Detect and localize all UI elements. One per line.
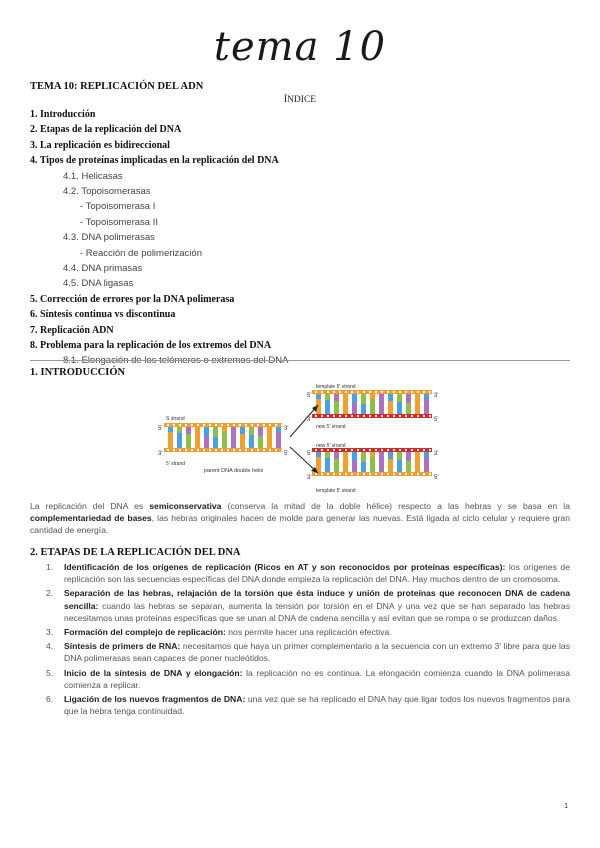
strand-dot	[417, 415, 419, 417]
base-pair	[325, 394, 330, 400]
toc-item[interactable]: 4.4. DNA primasas	[63, 263, 143, 274]
base-pair	[204, 436, 209, 448]
strand-dot	[357, 473, 359, 475]
strand-dot	[381, 415, 383, 417]
base-pair	[406, 461, 411, 472]
strand-dot	[203, 424, 205, 426]
base-pair	[240, 434, 245, 448]
base-pair	[325, 400, 330, 414]
base-pair	[415, 394, 420, 404]
base-pair	[195, 435, 200, 448]
strand-dot	[257, 424, 259, 426]
strand-dot	[375, 415, 377, 417]
strand-dot	[275, 424, 277, 426]
strand-dot	[339, 391, 341, 393]
step-text: necesitamos que haya un primer complementario a la secuencia con un extremo 3' libre para que las DNA polimerasas sean capaces de poner nucleótidos.	[64, 641, 570, 664]
base-pair	[186, 427, 191, 434]
base-pair	[352, 452, 357, 461]
strand-dot	[327, 415, 329, 417]
strand-dot	[333, 391, 335, 393]
base-pair	[379, 394, 384, 400]
base-pair	[231, 427, 236, 433]
section1-heading: 1. INTRODUCCIÓN	[30, 367, 126, 378]
step-title: Separación de las hebras, relajación de la torsión que ésta induce y unión de proteínas que reconocen DNA de cadena sencilla:	[64, 588, 570, 611]
strand-dot	[221, 449, 223, 451]
strand-dot	[333, 473, 335, 475]
base-pair	[406, 403, 411, 414]
base-pair	[258, 436, 263, 448]
base-pair	[424, 399, 429, 414]
strand-dot	[167, 424, 169, 426]
base-pair	[361, 452, 366, 462]
strand-dot	[327, 391, 329, 393]
base-pair	[424, 457, 429, 472]
strand-dot	[339, 473, 341, 475]
strand-dot	[327, 449, 329, 451]
strand-dot	[411, 473, 413, 475]
page-number: 1	[564, 803, 568, 810]
toc-item[interactable]: 5. Corrección de errores por la DNA polimerasa	[30, 293, 235, 305]
strand-dot	[257, 449, 259, 451]
label-s-strand: S strand	[166, 416, 185, 422]
dna-strand	[312, 390, 432, 394]
strand-dot	[315, 415, 317, 417]
strand-dot	[351, 415, 353, 417]
base-pair	[276, 432, 281, 448]
strand-dot	[357, 415, 359, 417]
step-item	[30, 561, 570, 585]
strand-dot	[227, 424, 229, 426]
strand-dot	[215, 449, 217, 451]
strand-dot	[315, 473, 317, 475]
dna-strand	[312, 414, 432, 418]
strand-dot	[239, 449, 241, 451]
strand-dot	[363, 449, 365, 451]
base-pair	[415, 404, 420, 414]
strand-dot	[269, 424, 271, 426]
base-pair	[415, 462, 420, 472]
base-pair	[168, 427, 173, 432]
label-r5-a: 5'	[307, 393, 312, 399]
strand-dot	[423, 391, 425, 393]
base-pair	[424, 452, 429, 457]
step-title: Síntesis de primers de RNA:	[64, 641, 181, 652]
base-pair	[168, 432, 173, 448]
strand-dot	[363, 473, 365, 475]
base-pair	[267, 427, 272, 437]
base-pair	[352, 394, 357, 403]
base-pair	[415, 452, 420, 462]
strand-dot	[423, 415, 425, 417]
base-pair	[195, 427, 200, 435]
step-item	[30, 587, 570, 624]
toc-item[interactable]: 6. Síntesis continua vs discontinua	[30, 309, 176, 321]
strand-dot	[173, 449, 175, 451]
label-template-bot: template 5' strand	[316, 488, 356, 494]
step-title: Formación del complejo de replicación:	[64, 627, 226, 638]
strand-dot	[339, 449, 341, 451]
toc-item[interactable]: - Reacción de polimerización	[80, 247, 202, 259]
toc-item[interactable]: 4.5. DNA ligasas	[63, 278, 134, 290]
base-pair	[397, 402, 402, 414]
strand-dot	[429, 415, 431, 417]
dna-strand	[312, 472, 432, 476]
base-pair	[343, 452, 348, 460]
strand-dot	[233, 424, 235, 426]
strand-dot	[387, 473, 389, 475]
base-pair	[343, 402, 348, 414]
step-number: 2.	[46, 588, 54, 599]
base-pair	[388, 394, 393, 401]
strand-dot	[269, 449, 271, 451]
base-pair	[213, 427, 218, 437]
strand-dot	[263, 449, 265, 451]
strand-dot	[281, 424, 283, 426]
strand-dot	[345, 415, 347, 417]
strand-dot	[429, 473, 431, 475]
base-pair	[177, 433, 182, 448]
strand-dot	[393, 391, 395, 393]
step-number: 5.	[46, 667, 54, 678]
strand-dot	[405, 391, 407, 393]
base-pair	[352, 403, 357, 414]
page-title: tema 10	[213, 24, 387, 70]
step-text: cuando las hebras se separan, aumenta la tensión por torsión en el DNA y una vez que se han separado las hebras necesitamos unas proteínas específicas que se unan al DNA de cadena sencilla y así evitan que se rompa o se produzcan daños.	[64, 600, 570, 623]
base-pair	[258, 427, 263, 436]
strand-dot	[345, 473, 347, 475]
base-pair	[267, 437, 272, 448]
strand-dot	[417, 391, 419, 393]
base-pair	[177, 427, 182, 433]
strand-dot	[411, 415, 413, 417]
base-pair	[388, 452, 393, 459]
base-pair	[204, 427, 209, 436]
strand-dot	[375, 449, 377, 451]
toc-item[interactable]: 3. La replicación es bidireccional	[30, 139, 170, 151]
doc-heading: TEMA 10: REPLICACIÓN DEL ADN	[30, 81, 204, 92]
base-pair	[361, 462, 366, 472]
label-new-bot: new 5' strand	[316, 443, 346, 449]
base-pair	[316, 452, 321, 457]
strand-dot	[179, 449, 181, 451]
step-item	[30, 640, 570, 664]
strand-dot	[399, 415, 401, 417]
strand-dot	[275, 449, 277, 451]
strand-dot	[381, 449, 383, 451]
section2-heading: 2. ETAPAS DE LA REPLICACIÓN DEL DNA	[30, 547, 241, 558]
step-number: 4.	[46, 641, 54, 652]
base-pair	[325, 458, 330, 472]
base-pair	[231, 433, 236, 448]
base-pair	[424, 394, 429, 399]
toc-item[interactable]: 4.3. DNA polimerasas	[63, 232, 155, 244]
step-number: 6.	[46, 694, 54, 705]
strand-dot	[411, 449, 413, 451]
label-r3-b: 3'	[307, 417, 312, 423]
label-5prime-left: 5'	[158, 426, 163, 432]
step-item	[30, 667, 570, 691]
base-pair	[406, 452, 411, 461]
toc-item[interactable]: 2. Etapas de la replicación del DNA	[30, 124, 182, 136]
label-5-strand: 5' strand	[166, 461, 186, 467]
step-title: Identificación de los orígenes de replicación (Ricos en AT y son reconocidos por proteínas específicas):	[64, 562, 506, 572]
label-3prime-right: 3'	[284, 426, 289, 432]
strand-dot	[399, 391, 401, 393]
label-5prime-right: 5'	[284, 451, 289, 457]
base-pair	[222, 432, 227, 448]
strand-dot	[263, 424, 265, 426]
strand-dot	[209, 424, 211, 426]
toc-item[interactable]: 8. Problema para la replicación de los extremos del DNA	[30, 340, 272, 351]
base-pair	[379, 452, 384, 458]
strand-dot	[215, 424, 217, 426]
step-number: 3.	[46, 627, 54, 638]
label-r5-d: 5'	[434, 475, 439, 481]
step-title: Inicio de la síntesis de DNA y elongación:	[64, 667, 243, 678]
base-pair	[397, 460, 402, 472]
strand-dot	[321, 415, 323, 417]
base-pair	[343, 460, 348, 472]
strand-dot	[345, 449, 347, 451]
strand-dot	[345, 391, 347, 393]
strand-dot	[399, 473, 401, 475]
strand-dot	[381, 473, 383, 475]
strand-dot	[321, 449, 323, 451]
step-item	[30, 693, 570, 717]
base-pair	[370, 457, 375, 472]
strand-dot	[179, 424, 181, 426]
strand-dot	[429, 391, 431, 393]
strand-dot	[405, 415, 407, 417]
strand-dot	[327, 473, 329, 475]
strand-dot	[369, 415, 371, 417]
strand-dot	[429, 449, 431, 451]
strand-dot	[185, 424, 187, 426]
base-pair	[379, 458, 384, 472]
strand-dot	[411, 391, 413, 393]
label-3prime-left: 3'	[158, 451, 163, 457]
strand-dot	[197, 424, 199, 426]
base-pair	[334, 459, 339, 472]
label-r3-a: 3'	[434, 393, 439, 399]
step-text: una vez que se ha replicado el DNA hay que ligar todos los nuevos fragmentos para que la hebra tenga continuidad.	[64, 694, 570, 717]
strand-dot	[333, 449, 335, 451]
strand-dot	[351, 391, 353, 393]
label-parent-dna: parent DNA double helix	[204, 468, 264, 474]
base-pair	[334, 394, 339, 401]
base-pair	[361, 404, 366, 414]
strand-dot	[173, 424, 175, 426]
toc-item[interactable]: - Topoisomerasa I	[80, 201, 156, 213]
strand-dot	[315, 449, 317, 451]
strand-dot	[239, 424, 241, 426]
index-label: ÍNDICE	[283, 95, 317, 105]
base-pair	[370, 399, 375, 414]
strand-dot	[369, 449, 371, 451]
base-pair	[406, 394, 411, 403]
strand-dot	[185, 449, 187, 451]
base-pair	[186, 434, 191, 448]
step-item	[30, 626, 570, 638]
intro-paragraph: La replicación del DNA es semiconservativa (conserva la mitad de la doble hélice) respecto a las hebras y se basa en la complementariedad de bases, las hebras originales hacen de molde para generar las nuevas. Está ligada al ciclo celular y requiere gran cantidad de energía.	[30, 501, 570, 535]
strand-dot	[203, 449, 205, 451]
base-pair	[249, 435, 254, 448]
label-r5-c: 5'	[307, 451, 312, 457]
dna-replication-figure	[0, 375, 600, 505]
strand-dot	[191, 449, 193, 451]
strand-dot	[209, 449, 211, 451]
strand-dot	[399, 449, 401, 451]
strand-dot	[423, 449, 425, 451]
label-r3-d: 3'	[307, 475, 312, 481]
step-title: Ligación de los nuevos fragmentos de DNA:	[64, 694, 246, 705]
base-pair	[343, 394, 348, 402]
strand-dot	[369, 391, 371, 393]
base-pair	[222, 427, 227, 432]
strand-dot	[333, 415, 335, 417]
strand-dot	[221, 424, 223, 426]
strand-dot	[405, 473, 407, 475]
label-r3-c: 3'	[434, 451, 439, 457]
base-pair	[388, 401, 393, 414]
toc-item[interactable]: 7. Replicación ADN	[30, 324, 114, 336]
base-pair	[370, 452, 375, 457]
strand-dot	[351, 473, 353, 475]
strand-dot	[251, 449, 253, 451]
strand-dot	[393, 415, 395, 417]
strand-dot	[369, 473, 371, 475]
step-text: nos permite hacer una replicación efectiva.	[225, 627, 392, 638]
strand-dot	[351, 449, 353, 451]
base-pair	[352, 461, 357, 472]
strand-dot	[227, 449, 229, 451]
label-r5-b: 5'	[434, 417, 439, 423]
base-pair	[388, 459, 393, 472]
toc-item[interactable]: 1. Introducción	[30, 109, 96, 120]
strand-dot	[363, 415, 365, 417]
base-pair	[240, 427, 245, 434]
strand-dot	[245, 424, 247, 426]
label-template-top: template 5' strand	[316, 384, 356, 390]
toc-item[interactable]: 4.1. Helicasas	[63, 170, 123, 182]
toc-item[interactable]: 8.1. Elongación de los telómeros o extremos del DNA	[63, 355, 289, 367]
label-new-top: new 5' strand	[316, 424, 346, 430]
base-pair	[361, 394, 366, 404]
strand-dot	[321, 391, 323, 393]
base-pair	[397, 394, 402, 402]
strand-dot	[197, 449, 199, 451]
strand-dot	[381, 391, 383, 393]
strand-dot	[387, 415, 389, 417]
strand-dot	[417, 473, 419, 475]
strand-dot	[191, 424, 193, 426]
strand-dot	[315, 391, 317, 393]
base-pair	[213, 437, 218, 448]
base-pair	[249, 427, 254, 435]
strand-dot	[387, 391, 389, 393]
step-text: la replicación no es continua. La elongación comienza cuando la DNA polimerasa comienza a replicar.	[64, 667, 570, 690]
base-pair	[325, 452, 330, 458]
strand-dot	[233, 449, 235, 451]
strand-dot	[375, 391, 377, 393]
base-pair	[276, 427, 281, 432]
step-number: 1.	[46, 562, 54, 572]
strand-dot	[321, 473, 323, 475]
replication-steps-list	[30, 561, 570, 719]
strand-dot	[251, 424, 253, 426]
strand-dot	[423, 473, 425, 475]
base-pair	[370, 394, 375, 399]
base-pair	[379, 400, 384, 414]
base-pair	[334, 452, 339, 459]
strand-dot	[357, 391, 359, 393]
strand-dot	[405, 449, 407, 451]
base-pair	[316, 457, 321, 472]
strand-dot	[357, 449, 359, 451]
strand-dot	[167, 449, 169, 451]
strand-dot	[245, 449, 247, 451]
base-pair	[316, 394, 321, 399]
base-pair	[397, 452, 402, 460]
strand-dot	[393, 473, 395, 475]
strand-dot	[363, 391, 365, 393]
toc-item[interactable]: 4.2. Topoisomerasas	[63, 186, 151, 197]
strand-dot	[281, 449, 283, 451]
strand-dot	[393, 449, 395, 451]
strand-dot	[417, 449, 419, 451]
step-text: los orígenes de replicación son las secuencias específicas del DNA donde empieza la replicación del DNA. Hay muchos dentro de un cromosoma.	[64, 562, 570, 585]
strand-dot	[387, 449, 389, 451]
toc-item[interactable]: - Topoisomerasa II	[80, 216, 158, 228]
base-pair	[334, 401, 339, 414]
toc-item[interactable]: 4. Tipos de proteínas implicadas en la replicación del DNA	[30, 155, 279, 167]
strand-dot	[339, 415, 341, 417]
strand-dot	[375, 473, 377, 475]
section-divider	[30, 360, 570, 361]
